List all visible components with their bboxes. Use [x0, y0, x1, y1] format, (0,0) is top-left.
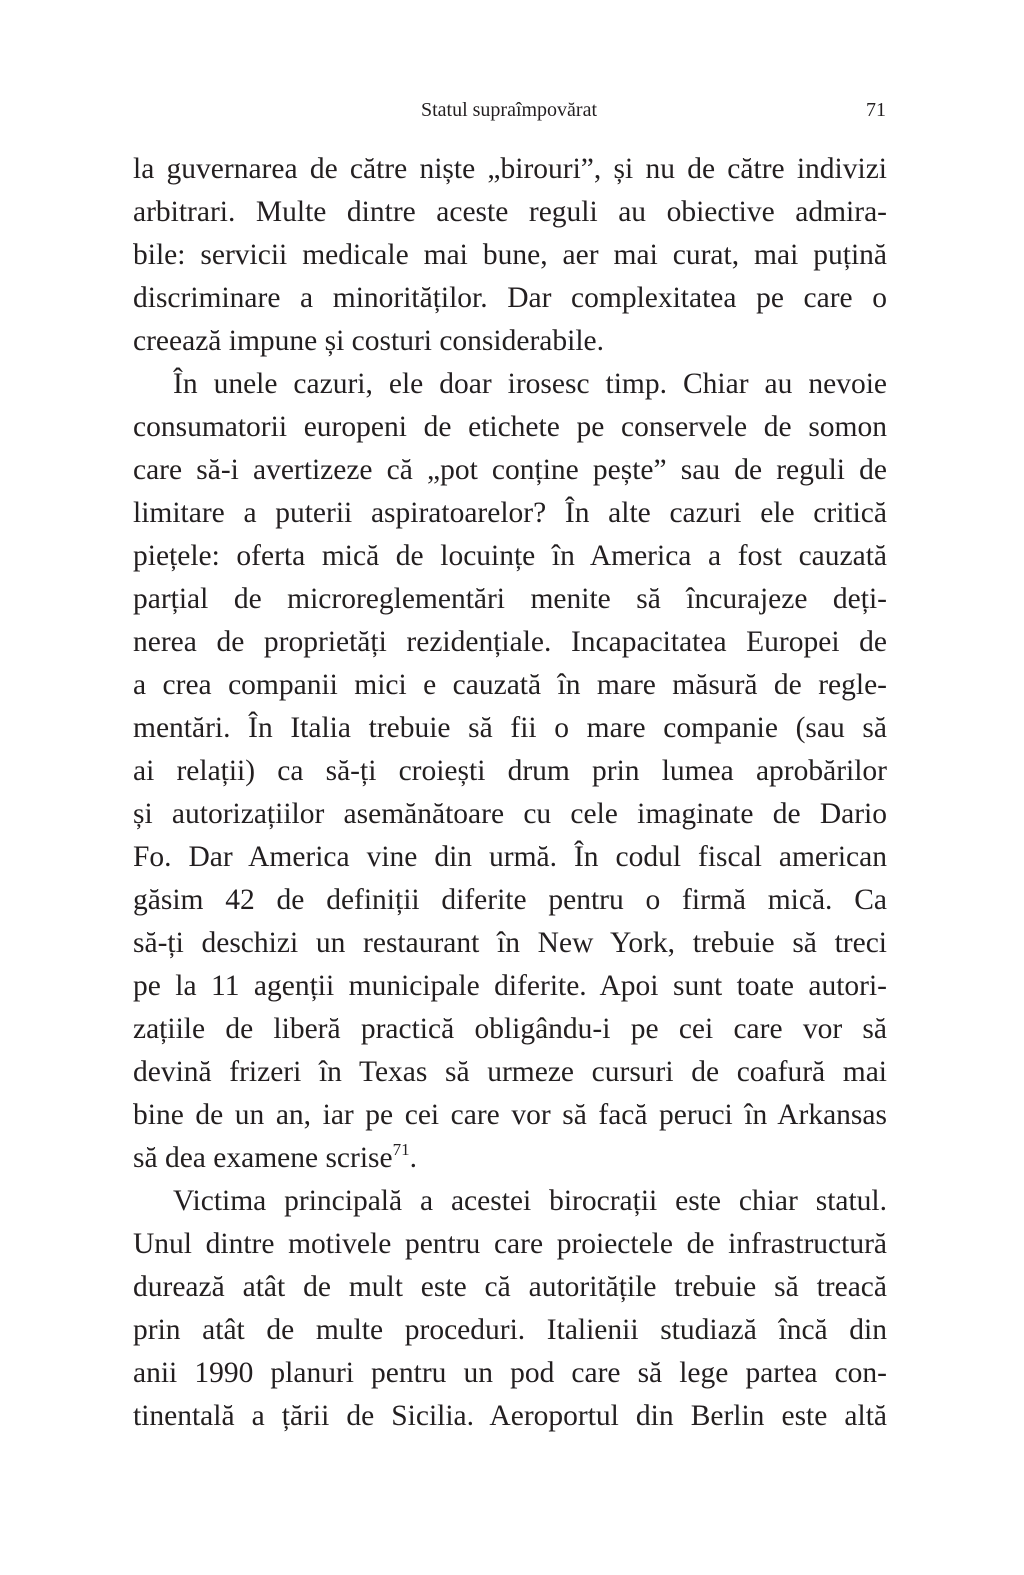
text-line: pe la 11 agenții municipale diferite. Apoi sunt toate autori- [133, 970, 887, 1002]
text-line: limitare a puterii aspiratoarelor? În alte cazuri ele critică [133, 497, 887, 529]
text-line: consumatorii europeni de etichete pe conservele de somon [133, 411, 887, 443]
text-line: ai relații) ca să-ți croiești drum prin lumea aprobărilor [133, 755, 887, 787]
text-line: În unele cazuri, ele doar irosesc timp. Chiar au nevoie [173, 368, 887, 400]
text-line: prin atât de multe proceduri. Italienii studiază încă din [133, 1314, 887, 1346]
text-line: creează impune și costuri considerabile. [133, 325, 604, 357]
running-title: Statul supraîmpovărat [420, 99, 598, 121]
text-line: Fo. Dar America vine din urmă. În codul fiscal american [133, 841, 887, 873]
paragraph [133, 363, 887, 1180]
text-line: care să-i avertizeze că „pot conține pește” sau de reguli de [133, 454, 887, 486]
text-line: la guvernarea de către niște „birouri”, și nu de către indivizi [133, 153, 887, 185]
footnote-reference: 71 [392, 1140, 410, 1159]
text-line: găsim 42 de definiții diferite pentru o firmă mică. Ca [133, 884, 887, 916]
text-line [133, 1137, 887, 1180]
text-line: și autorizațiilor asemănătoare cu cele imaginate de Dario [133, 798, 887, 830]
paragraph [133, 1180, 887, 1438]
text-line-content: să dea examene scrise [133, 1142, 393, 1174]
text-line: Unul dintre motivele pentru care proiectele de infrastructură [133, 1228, 887, 1260]
text-line: arbitrari. Multe dintre aceste reguli au obiective admira- [133, 196, 887, 228]
text-line: tinentală a țării de Sicilia. Aeroportul din Berlin este altă [133, 1400, 887, 1432]
text-line: mentări. În Italia trebuie să fii o mare companie (sau să [133, 712, 887, 744]
text-line: anii 1990 planuri pentru un pod care să lege partea con- [133, 1357, 887, 1389]
text-line: bine de un an, iar pe cei care vor să facă peruci în Arkansas [133, 1099, 887, 1131]
page-number: 71 [866, 99, 886, 121]
text-line: să-ți deschizi un restaurant în New York, trebuie să treci [133, 927, 887, 959]
text-line: Victima principală a acestei birocrații este chiar statul. [173, 1185, 887, 1217]
text-line: bile: servicii medicale mai bune, aer mai curat, mai puțină [133, 239, 887, 271]
text-line: devină frizeri în Texas să urmeze cursuri de coafură mai [133, 1056, 887, 1088]
paragraph [133, 148, 887, 363]
text-line: zațiile de liberă practică obligându-i pe cei care vor să [133, 1013, 887, 1045]
text-line: parțial de microreglementări menite să încurajeze deți- [133, 583, 887, 615]
punctuation: . [409, 1142, 417, 1174]
text-line: discriminare a minorităților. Dar complexitatea pe care o [133, 282, 887, 314]
body-text [133, 148, 887, 1438]
text-line: nerea de proprietăți rezidențiale. Incapacitatea Europei de [133, 626, 887, 658]
text-line: piețele: oferta mică de locuințe în America a fost cauzată [133, 540, 887, 572]
text-line: a crea companii mici e cauzată în mare măsură de regle- [133, 669, 887, 701]
text-line: durează atât de mult este că autoritățile trebuie să treacă [133, 1271, 887, 1303]
